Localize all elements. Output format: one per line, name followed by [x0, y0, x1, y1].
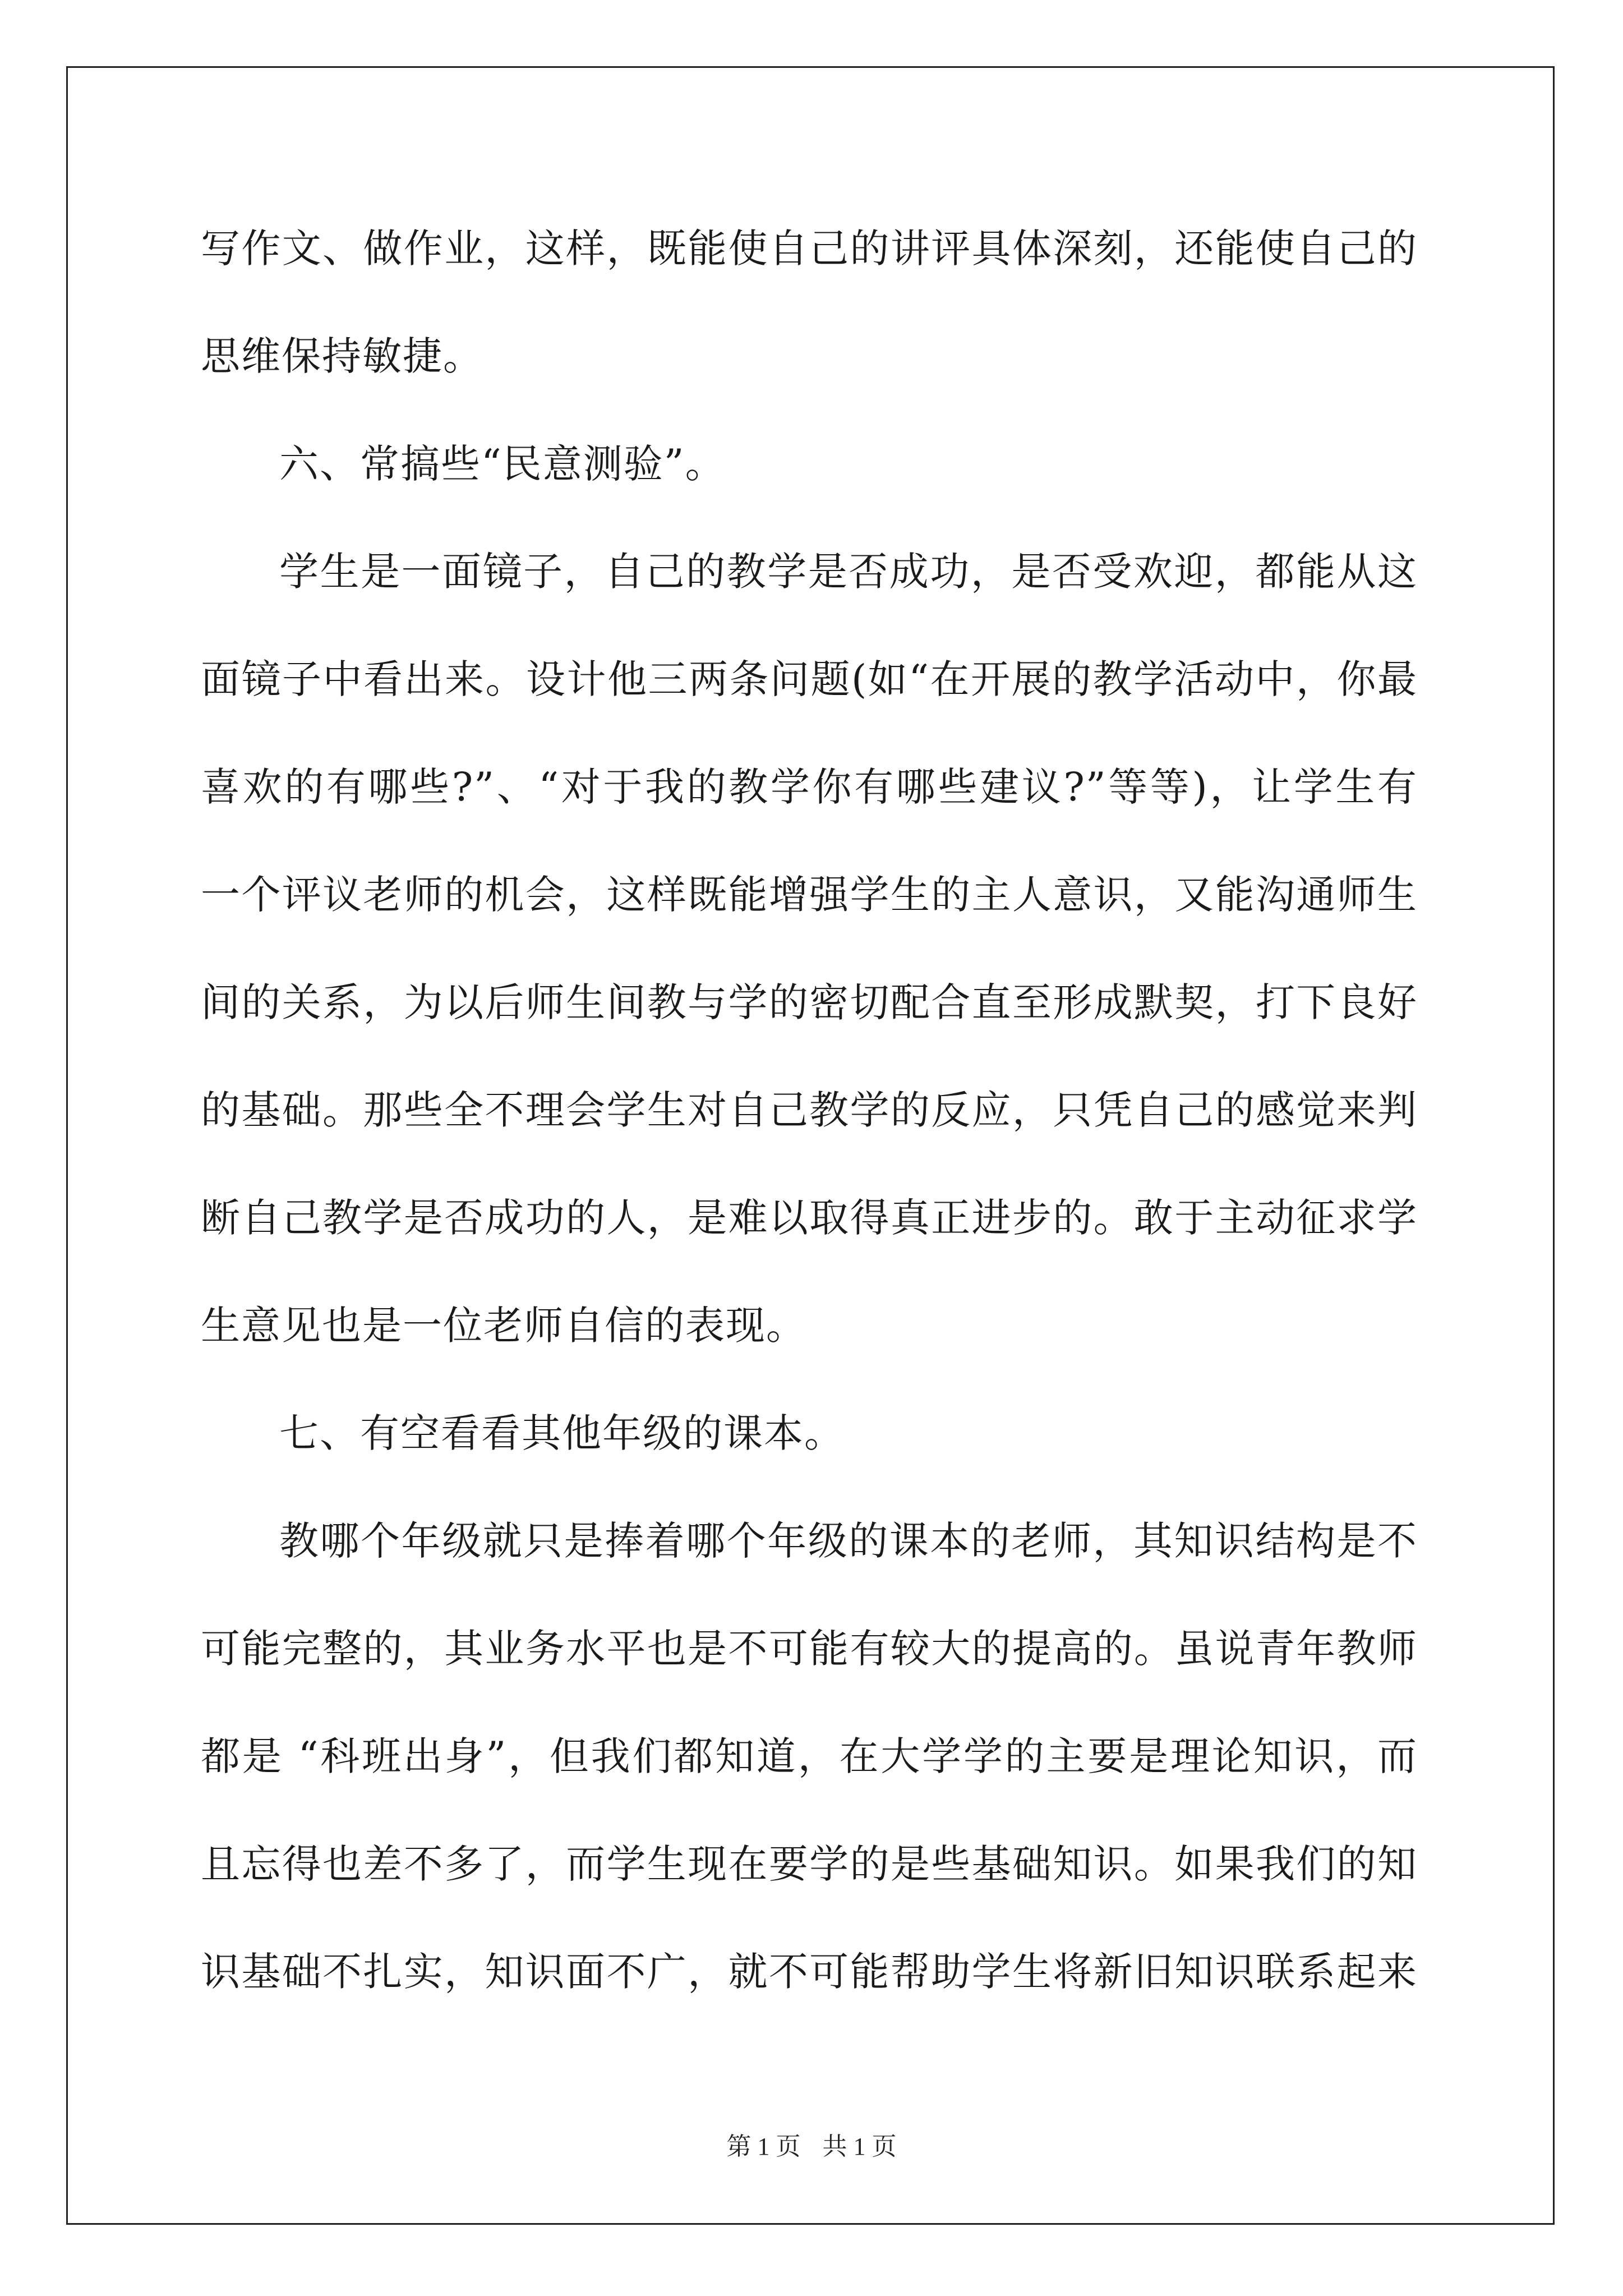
text-line: 断自己教学是否成功的人，是难以取得真正进步的。敢于主动征求学: [201, 1195, 1418, 1241]
page-footer: [0, 2126, 1623, 2162]
text-line: 生意见也是一位老师自信的表现。: [201, 1303, 806, 1349]
text-line: 且忘得也差不多了，而学生现在要学的是些基础知识。如果我们的知: [201, 1841, 1418, 1887]
page-total: 共 1 页: [822, 2133, 897, 2160]
section-heading: 七、有空看看其他年级的课本。: [279, 1410, 845, 1456]
text-line: 教哪个年级就只是捧着哪个年级的课本的老师，其知识结构是不: [279, 1518, 1418, 1564]
text-line: 可能完整的，其业务水平也是不可能有较大的提高的。虽说青年教师: [201, 1626, 1418, 1672]
text-line: 写作文、做作业，这样，既能使自己的讲评具体深刻，还能使自己的: [201, 226, 1418, 272]
text-line: 都是 “科班出身”，但我们都知道，在大学学的主要是理论知识，而: [201, 1733, 1418, 1779]
text-line: 面镜子中看出来。设计他三两条问题(如“在开展的教学活动中，你最: [201, 656, 1418, 702]
text-line: 的基础。那些全不理会学生对自己教学的反应，只凭自己的感觉来判: [201, 1087, 1418, 1133]
document-body: [201, 213, 1418, 2044]
section-heading: 六、常搞些“民意测验”。: [279, 441, 726, 487]
text-line: 喜欢的有哪些?”、“对于我的教学你有哪些建议?”等等)，让学生有: [201, 764, 1418, 810]
page-number: 第 1 页: [726, 2133, 801, 2160]
text-line: 学生是一面镜子，自己的教学是否成功，是否受欢迎，都能从这: [279, 549, 1418, 595]
text-line: 思维保持敏捷。: [201, 333, 483, 379]
text-line: 一个评议老师的机会，这样既能增强学生的主人意识，又能沟通师生: [201, 872, 1418, 918]
text-line: 间的关系，为以后师生间教与学的密切配合直至形成默契，打下良好: [201, 979, 1418, 1025]
text-line: 识基础不扎实，知识面不广，就不可能帮助学生将新旧知识联系起来: [201, 1949, 1418, 1995]
